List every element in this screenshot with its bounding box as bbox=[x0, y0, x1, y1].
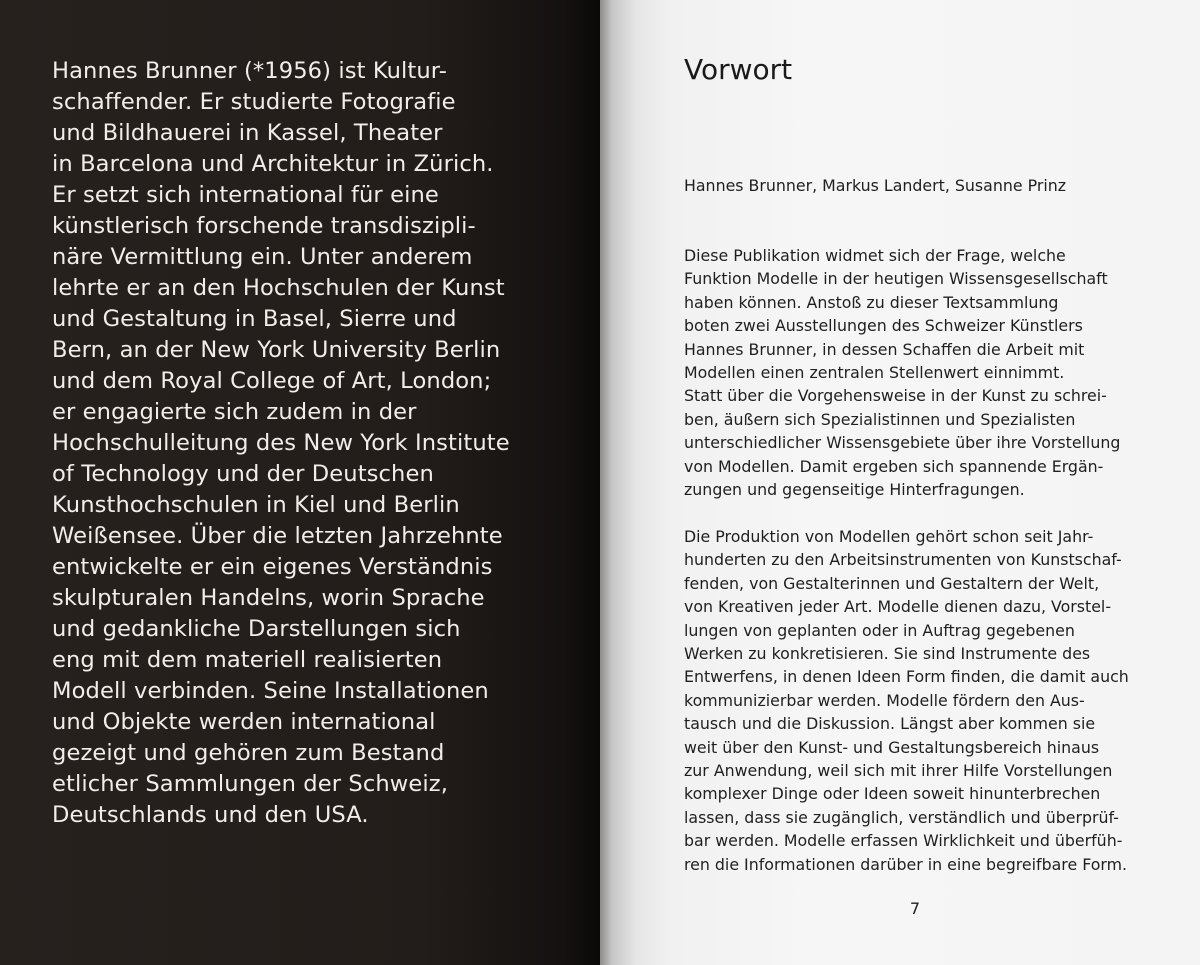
bio-line: und Bildhauerei in Kassel, Theater bbox=[52, 120, 443, 146]
text-line: Modellen einen zentralen Stellenwert einnimmt. bbox=[684, 363, 1065, 383]
bio-line: in Barcelona und Architektur in Zürich. bbox=[52, 151, 494, 177]
text-line: Statt über die Vorgehensweise in der Kunst zu schrei- bbox=[684, 386, 1107, 406]
authors-line: Hannes Brunner, Markus Landert, Susanne Prinz bbox=[684, 176, 1067, 195]
bio-line: und Objekte werden international bbox=[52, 709, 436, 735]
text-line: Hannes Brunner, in dessen Schaffen die Arbeit mit bbox=[684, 339, 1085, 359]
bio-line: eng mit dem materiell realisierten bbox=[52, 647, 443, 673]
text-line: lungen von geplanten oder in Auftrag gegebenen bbox=[684, 620, 1075, 640]
page-number: 7 bbox=[909, 899, 921, 918]
bio-line: etlicher Sammlungen der Schweiz, bbox=[52, 771, 448, 797]
text-line: Werken zu konkretisieren. Sie sind Instrumente des bbox=[684, 644, 1091, 664]
text-line: Funktion Modelle in der heutigen Wissensgesellschaft bbox=[684, 269, 1108, 289]
bio-line: und Gestaltung in Basel, Sierre und bbox=[52, 306, 457, 332]
text-line: fenden, von Gestalterinnen und Gestaltern der Welt, bbox=[684, 573, 1100, 593]
text-line: Diese Publikation widmet sich der Frage, welche bbox=[684, 246, 1066, 265]
text-line: hunderten zu den Arbeitsinstrumenten von Kunstschaf- bbox=[684, 550, 1122, 570]
author-biography bbox=[52, 56, 572, 831]
bio-line: schaffender. Er studierte Fotografie bbox=[52, 89, 456, 115]
bio-line: entwickelte er ein eigenes Verständnis bbox=[52, 554, 493, 580]
bio-line: Deutschlands und den USA. bbox=[52, 802, 369, 828]
bio-line: gezeigt und gehören zum Bestand bbox=[52, 740, 445, 766]
right-page bbox=[600, 0, 1200, 965]
bio-line: und dem Royal College of Art, London; bbox=[52, 368, 492, 394]
text-line: komplexer Dinge oder Ideen soweit hinunterbrechen bbox=[684, 784, 1101, 804]
bio-line: Modell verbinden. Seine Installationen bbox=[52, 678, 489, 704]
text-line: Die Produktion von Modellen gehört schon seit Jahr- bbox=[684, 527, 1094, 546]
text-line: tausch und die Diskussion. Längst aber kommen sie bbox=[684, 714, 1096, 734]
bio-line: Hannes Brunner (*1956) ist Kultur- bbox=[52, 58, 448, 84]
text-line: ben, äußern sich Spezialistinnen und Spezialisten bbox=[684, 409, 1076, 429]
bio-line: Bern, an der New York University Berlin bbox=[52, 337, 501, 363]
bio-line: näre Vermittlung ein. Unter anderem bbox=[52, 244, 473, 270]
text-line: lassen, dass sie zugänglich, verständlich und überprüf- bbox=[684, 807, 1119, 827]
bio-line: lehrte er an den Hochschulen der Kunst bbox=[52, 275, 505, 301]
bio-line: und gedankliche Darstellungen sich bbox=[52, 616, 461, 642]
text-line: von Kreativen jeder Art. Modelle dienen dazu, Vorstel- bbox=[684, 597, 1112, 617]
text-line: von Modellen. Damit ergeben sich spannende Ergän- bbox=[684, 456, 1104, 476]
text-line: zur Anwendung, weil sich mit ihrer Hilfe Vorstellungen bbox=[684, 761, 1113, 781]
text-line: boten zwei Ausstellungen des Schweizer Künstlers bbox=[684, 316, 1083, 336]
text-line: zungen und gegenseitige Hinterfragungen. bbox=[684, 480, 1025, 500]
bio-line: Weißensee. Über die letzten Jahrzehnte bbox=[52, 523, 503, 549]
text-line: weit über den Kunst- und Gestaltungsbereich hinaus bbox=[684, 737, 1100, 757]
bio-line: Hochschulleitung des New York Institute bbox=[52, 430, 510, 456]
text-line: bar werden. Modelle erfassen Wirklichkeit und überfüh- bbox=[684, 831, 1123, 851]
bio-line: skulpturalen Handelns, worin Sprache bbox=[52, 585, 485, 611]
text-line: haben können. Anstoß zu dieser Textsammlung bbox=[684, 292, 1059, 312]
page-title: Vorwort bbox=[684, 53, 793, 86]
bio-line: Kunsthochschulen in Kiel und Berlin bbox=[52, 492, 460, 518]
text-line: unterschiedlicher Wissensgebiete über ihre Vorstellung bbox=[684, 433, 1121, 453]
paragraph-1 bbox=[684, 244, 1174, 501]
bio-line: er engagierte sich zudem in der bbox=[52, 399, 417, 425]
text-line: ren die Informationen darüber in eine begreifbare Form. bbox=[684, 854, 1128, 874]
paragraph-2 bbox=[684, 525, 1174, 876]
bio-line: of Technology und der Deutschen bbox=[52, 461, 434, 487]
bio-line: künstlerisch forschende transdiszipli- bbox=[52, 213, 476, 239]
text-line: kommunizierbar werden. Modelle fördern den Aus- bbox=[684, 690, 1085, 710]
text-line: Entwerfens, in denen Ideen Form finden, die damit auch bbox=[684, 667, 1129, 687]
bio-line: Er setzt sich international für eine bbox=[52, 182, 439, 208]
